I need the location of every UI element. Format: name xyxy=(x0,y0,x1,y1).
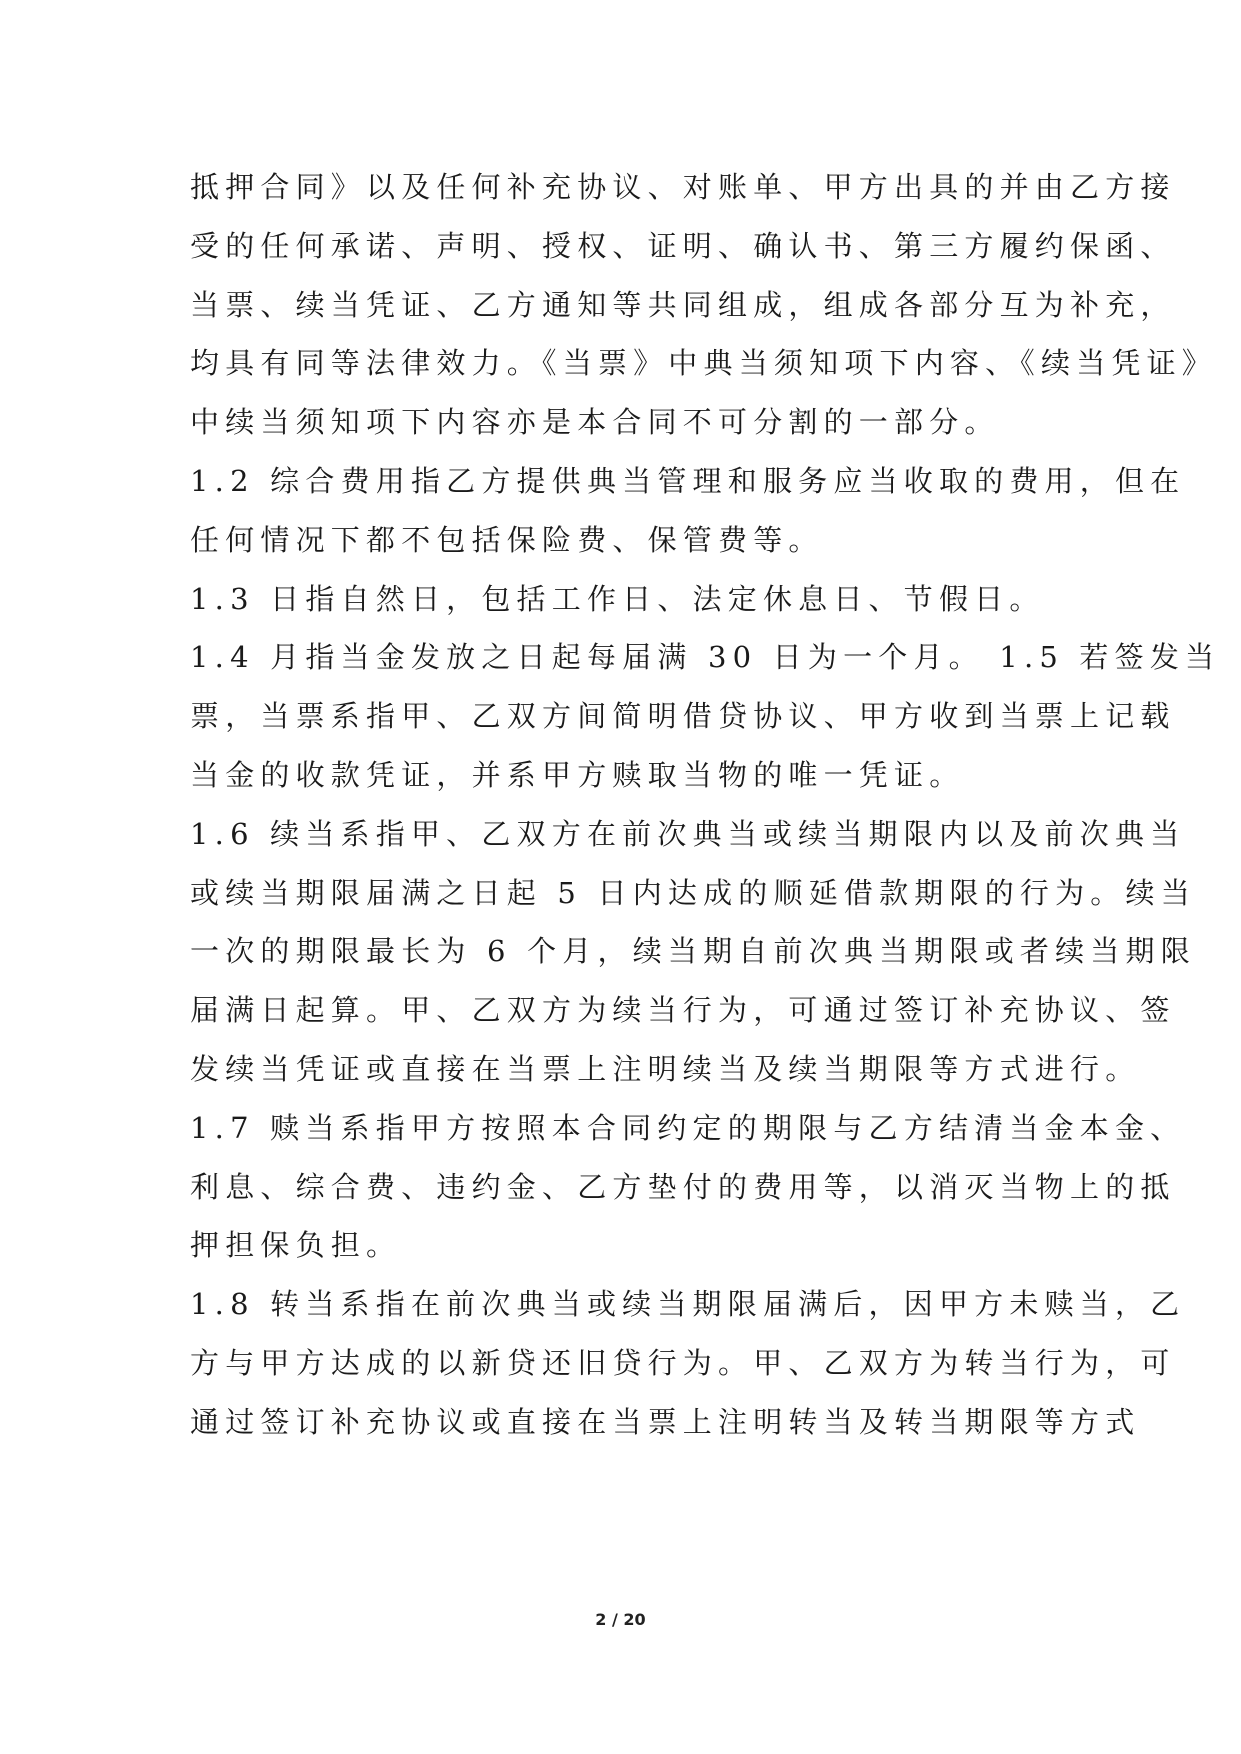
text-line: 中续当须知项下内容亦是本合同不可分割的一部分。 xyxy=(190,405,1000,440)
text-line: 受的任何承诺、声明、授权、证明、确认书、第三方履约保函、 xyxy=(190,228,1176,263)
text-line: 抵押合同》以及任何补充协议、对账单、甲方出具的并由乙方接 xyxy=(190,170,1176,204)
text-line: 押担保负担。 xyxy=(190,1228,402,1263)
text-line: 届满日起算。甲、乙双方为续当行为，可通过签订补充协议、签 xyxy=(190,993,1176,1028)
document-body xyxy=(190,158,1221,1452)
text-line: 1.4 月指当金发放之日起每届满 30 日为一个月。 1.5 若签发当 xyxy=(190,640,1221,675)
page-number: 2 / 20 xyxy=(595,1610,646,1629)
text-line: 当金的收款凭证，并系甲方赎取当物的唯一凭证。 xyxy=(190,757,965,792)
text-line: 1.2 综合费用指乙方提供典当管理和服务应当收取的费用，但在 xyxy=(190,463,1186,498)
text-line: 一次的期限最长为 6 个月，续当期自前次典当期限或者续当期限 xyxy=(190,934,1196,969)
text-line: 发续当凭证或直接在当票上注明续当及续当期限等方式进行。 xyxy=(190,1051,1141,1086)
text-line: 票，当票系指甲、乙双方间简明借贷协议、甲方收到当票上记载 xyxy=(190,699,1176,734)
text-line: 1.6 续当系指甲、乙双方在前次典当或续当期限内以及前次典当 xyxy=(190,816,1186,851)
text-line: 利息、综合费、违约金、乙方垫付的费用等，以消灭当物上的抵 xyxy=(190,1169,1176,1204)
text-line: 均具有同等法律效力。《当票》中典当须知项下内容、《续当凭证》 xyxy=(190,346,1218,381)
text-line: 通过签订补充协议或直接在当票上注明转当及转当期限等方式 xyxy=(190,1404,1141,1439)
text-line: 1.3 日指自然日，包括工作日、法定休息日、节假日。 xyxy=(190,581,1045,616)
text-line: 1.8 转当系指在前次典当或续当期限届满后，因甲方未赎当，乙 xyxy=(190,1287,1186,1322)
text-line: 当票、续当凭证、乙方通知等共同组成，组成各部分互为补充， xyxy=(190,287,1176,322)
text-line: 或续当期限届满之日起 5 日内达成的顺延借款期限的行为。续当 xyxy=(190,875,1196,910)
text-line: 1.7 赎当系指甲方按照本合同约定的期限与乙方结清当金本金、 xyxy=(190,1110,1186,1145)
text-line: 任何情况下都不包括保险费、保管费等。 xyxy=(190,522,824,557)
text-line: 方与甲方达成的以新贷还旧贷行为。甲、乙双方为转当行为，可 xyxy=(190,1345,1176,1380)
